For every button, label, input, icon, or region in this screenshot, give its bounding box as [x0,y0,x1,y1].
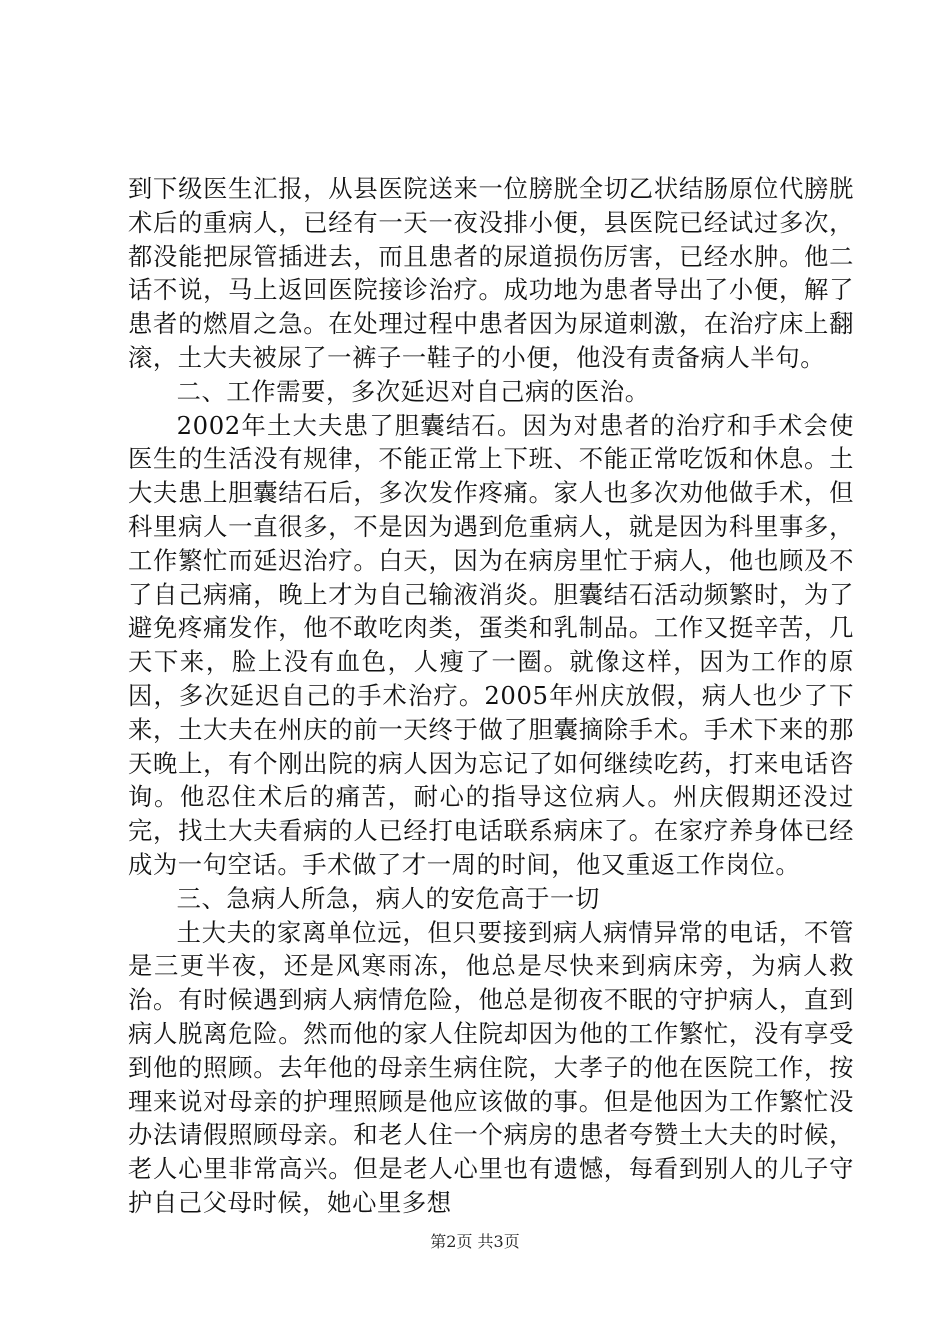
page-number-footer: 第2页 共3页 [430,1232,520,1251]
paragraph-patient-care: 土大夫的家离单位远，但只要接到病人病情异常的电话，不管是三更半夜，还是风寒雨冻，他总是尽快来到病床旁，为病人救治。有时候遇到病人病情危险，他总是彻夜不眠的守护病人，直到病人脱离危险。然而他的家人住院却因为他的工作繁忙，没有享受到他的照顾。去年他的母亲生病住院，大孝子的他在医院工作，按理来说对母亲的护理照顾是他应该做的事。但是他因为工作繁忙没办法请假照顾母亲。和老人住一个病房的患者夸赞土大夫的时候，老人心里非常高兴。但是老人心里也有遗憾，每看到别人的儿子守护自己父母时候，她心里多想 [128,917,854,1217]
section-heading-3: 三、急病人所急，病人的安危高于一切 [176,883,600,913]
paragraph-continued: 到下级医生汇报，从县医院送来一位膀胱全切乙状结肠原位代膀胱术后的重病人，已经有一天一夜没排小便，县医院已经试过多次，都没能把尿管插进去，而且患者的尿道损伤厉害，已经水肿。他二话不说，马上返回医院接诊治疗。成功地为患者导出了小便，解了患者的燃眉之急。在处理过程中患者因为尿道刺激，在治疗床上翻滚，土大夫被尿了一裤子一鞋子的小便，他没有责备病人半句。 [128,174,854,372]
section-heading-2: 二、工作需要，多次延迟对自己病的医治。 [176,376,650,406]
document-body [128,172,854,1220]
paragraph-gallstone: 2002年土大夫患了胆囊结石。因为对患者的治疗和手术会使医生的生活没有规律，不能正常上下班、不能正常吃饭和休息。土大夫患上胆囊结石后，多次发作疼痛。家人也多次劝他做手术，但科里病人一直很多，不是因为遇到危重病人，就是因为科里事多，工作繁忙而延迟治疗。白天，因为在病房里忙于病人，他也顾及不了自己病痛，晚上才为自己输液消炎。胆囊结石活动频繁时，为了避免疼痛发作，他不敢吃肉类，蛋类和乳制品。工作又挺辛苦，几天下来，脸上没有血色，人瘦了一圈。就像这样，因为工作的原因，多次延迟自己的手术治疗。2005年州庆放假，病人也少了下来，土大夫在州庆的前一天终于做了胆囊摘除手术。手术下来的那天晚上，有个刚出院的病人因为忘记了如何继续吃药，打来电话咨询。他忍住术后的痛苦，耐心的指导这位病人。州庆假期还没过完，找土大夫看病的人已经打电话联系病床了。在家疗养身体已经成为一句空话。手术做了才一周的时间，他又重返工作岗位。 [128,410,854,879]
